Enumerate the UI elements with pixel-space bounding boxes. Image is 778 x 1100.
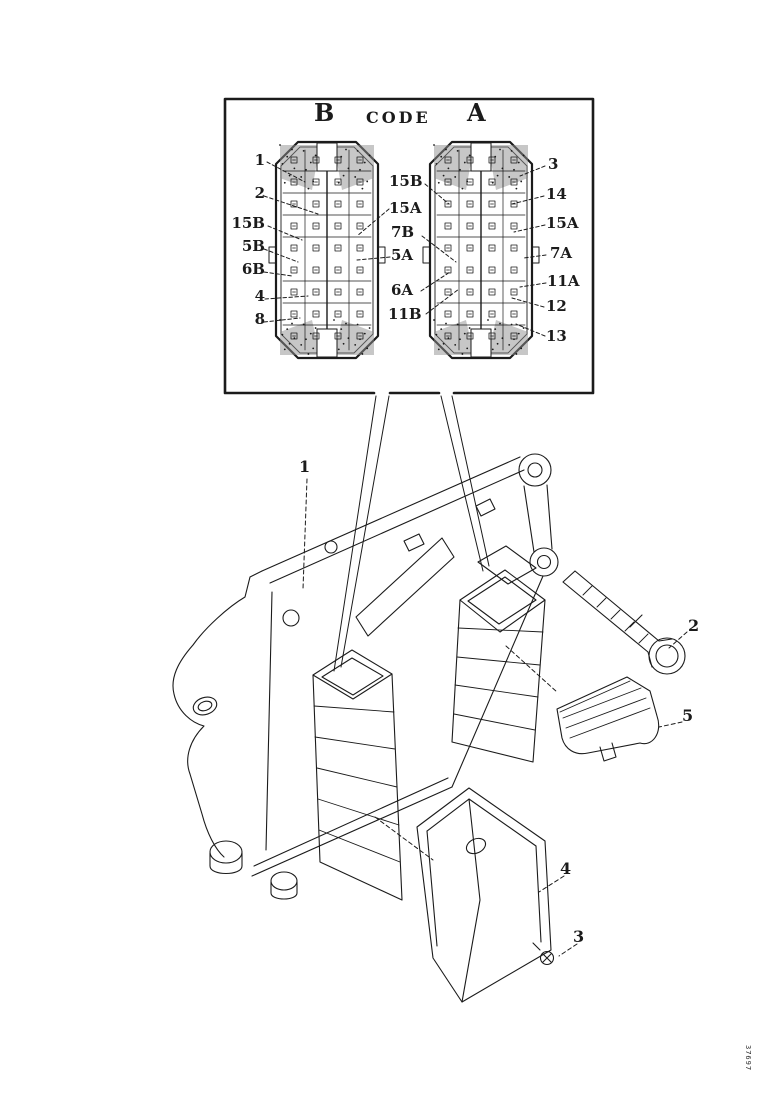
pin-callout-11a[interactable]: 11A (547, 272, 580, 290)
label-recess (356, 538, 454, 636)
pin-callout-15a-center[interactable]: 15A (389, 199, 422, 217)
connector-a-header: A (467, 98, 486, 127)
connector-b-pin-face (269, 142, 385, 358)
part-callout-cover[interactable]: 4 (560, 859, 572, 878)
part-callout-control-unit[interactable]: 1 (299, 457, 311, 476)
module-connector-stack-a (452, 546, 545, 762)
connector-body-part (557, 677, 659, 761)
pin-callout-11b[interactable]: 11B (388, 305, 422, 323)
part-callout-leader-lines (303, 479, 687, 956)
pin-callout-15b-center[interactable]: 15B (389, 172, 423, 190)
pin-callout-7a[interactable]: 7A (550, 244, 573, 262)
control-unit-plate (173, 454, 558, 899)
pin-callout-1[interactable]: 1 (254, 151, 265, 169)
connector-b-header: B (314, 98, 335, 127)
part-callout-bolt[interactable]: 2 (688, 616, 700, 635)
pin-callout-7b[interactable]: 7B (391, 223, 415, 241)
pin-callout-3[interactable]: 3 (548, 155, 559, 173)
part-callout-screw[interactable]: 3 (573, 927, 585, 946)
pin-callout-6a[interactable]: 6A (391, 281, 414, 299)
pin-callout-8[interactable]: 8 (254, 310, 265, 328)
pin-callout-4[interactable]: 4 (254, 287, 265, 305)
pin-callout-14[interactable]: 14 (546, 185, 567, 203)
connector-cover (417, 788, 551, 1002)
pin-callout-15a-right[interactable]: 15A (546, 214, 579, 232)
module-connector-stack-b (313, 650, 402, 900)
pin-callout-5b[interactable]: 5B (241, 237, 265, 255)
mounting-bolt (563, 571, 685, 674)
pin-callout-15b-left[interactable]: 15B (231, 214, 265, 232)
code-header: CODE (366, 108, 431, 127)
pin-callout-5a[interactable]: 5A (391, 246, 414, 264)
pin-callout-6b[interactable]: 6B (241, 260, 265, 278)
connector-a-pin-face (423, 142, 539, 358)
vertical-id-mark: 37697 (744, 1045, 752, 1072)
pin-callout-13[interactable]: 13 (546, 327, 567, 345)
part-callout-connector-body[interactable]: 5 (682, 706, 694, 725)
pin-callout-12[interactable]: 12 (546, 297, 567, 315)
projection-lines (334, 396, 489, 671)
pin-callout-2[interactable]: 2 (254, 184, 265, 202)
